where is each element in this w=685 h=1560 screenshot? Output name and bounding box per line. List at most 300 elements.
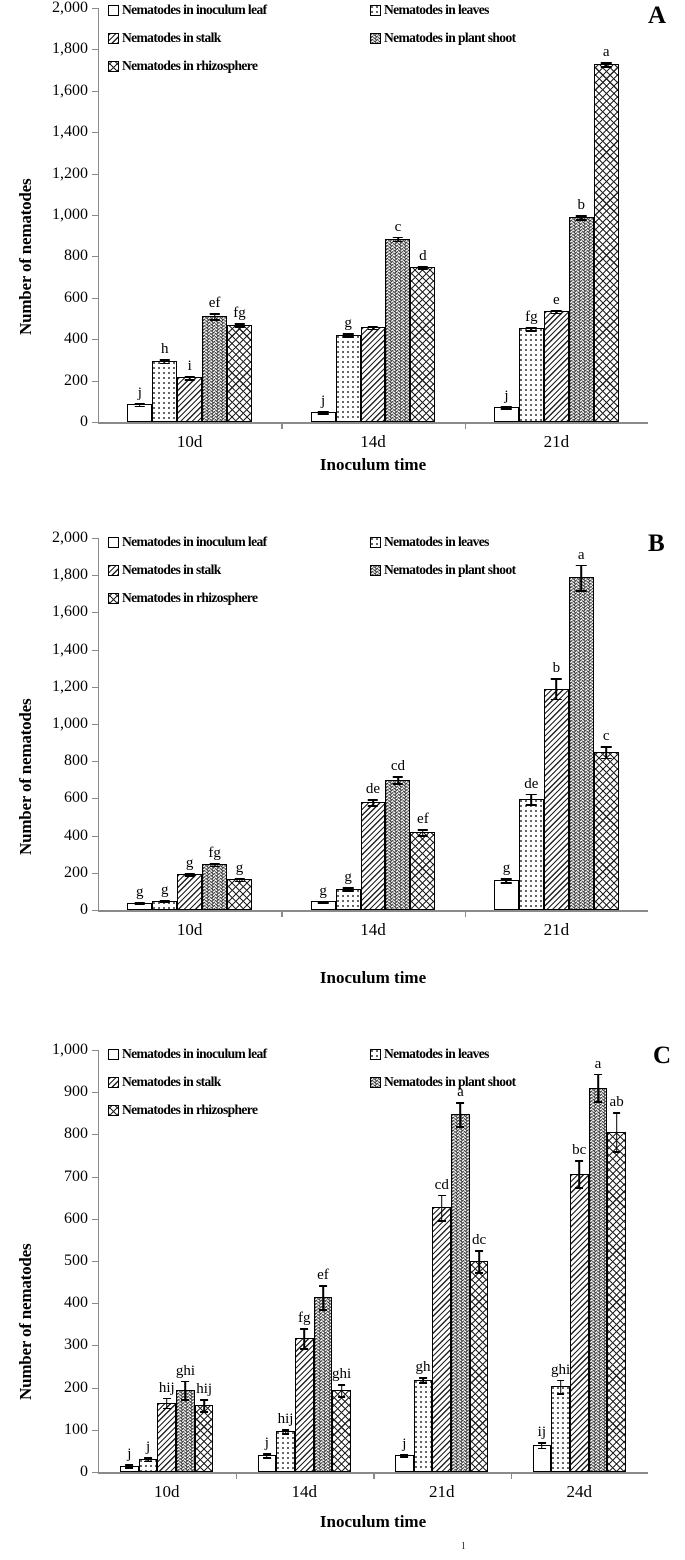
y-tick-label: 1,200 bbox=[52, 677, 88, 695]
x-tick-label-21d: 21d bbox=[543, 432, 570, 451]
error-bar-cap bbox=[234, 323, 244, 325]
significance-letter: j bbox=[127, 1445, 132, 1462]
y-tick-label: 1,200 bbox=[52, 164, 88, 182]
significance-letter: g bbox=[502, 860, 511, 877]
legend-item bbox=[370, 2, 489, 18]
y-tick-mark bbox=[92, 836, 98, 837]
y-tick-label: 400 bbox=[64, 826, 88, 844]
x-tick-label-10d: 10d bbox=[154, 1482, 180, 1501]
significance-letter: g bbox=[344, 869, 352, 886]
error-bar-cap bbox=[159, 902, 169, 904]
error-bar-cap bbox=[538, 1442, 546, 1444]
y-tick-mark bbox=[92, 650, 98, 651]
error-bar-cap bbox=[184, 875, 194, 877]
error-bar-cap bbox=[200, 1411, 208, 1413]
significance-letter: hij bbox=[158, 1379, 175, 1396]
bar-wave bbox=[451, 1114, 470, 1472]
legend-item bbox=[108, 58, 257, 74]
error-bar-cap bbox=[551, 310, 561, 312]
error-bar-cap bbox=[601, 62, 611, 64]
error-bar-cap bbox=[393, 783, 403, 785]
error-bar-cap bbox=[576, 219, 586, 221]
error-bar-cap bbox=[300, 1348, 308, 1350]
x-tick-label-14d: 14d bbox=[360, 920, 386, 939]
y-tick-label: 700 bbox=[64, 1167, 88, 1185]
legend-label: Nematodes in plant shoot bbox=[384, 1074, 516, 1089]
error-bar-cap bbox=[475, 1250, 483, 1252]
significance-letter: i bbox=[187, 358, 192, 375]
y-tick-mark bbox=[92, 761, 98, 762]
significance-letter: ghi bbox=[332, 1366, 352, 1383]
error-bar-cap bbox=[125, 1464, 133, 1466]
y-tick-label: 400 bbox=[64, 1294, 88, 1312]
legend-item bbox=[108, 1074, 221, 1090]
error-bar-cap bbox=[613, 1112, 621, 1114]
error-bar-cap bbox=[184, 379, 194, 381]
significance-letter: j bbox=[321, 393, 326, 410]
y-tick-label: 600 bbox=[64, 288, 88, 306]
y-tick-mark bbox=[92, 422, 98, 423]
bar-cross bbox=[607, 1132, 626, 1472]
x-tick-label-21d: 21d bbox=[543, 920, 570, 939]
error-bar-cap bbox=[393, 776, 403, 778]
y-tick-label: 500 bbox=[64, 1252, 88, 1269]
y-tick-mark bbox=[92, 575, 98, 576]
legend-swatch-diag bbox=[108, 565, 119, 576]
y-axis-title: Number of nematodes bbox=[16, 1243, 35, 1400]
bar-diag bbox=[361, 802, 386, 910]
error-bar-cap bbox=[419, 1377, 427, 1379]
significance-letter: gh bbox=[415, 1359, 431, 1376]
error-bar-cap bbox=[343, 336, 353, 338]
x-tick-label-10d: 10d bbox=[176, 920, 203, 939]
legend-item bbox=[108, 2, 267, 18]
significance-letter: ab bbox=[609, 1094, 624, 1111]
bar-diag bbox=[544, 689, 569, 910]
error-bar-cap bbox=[263, 1453, 271, 1455]
y-axis-line bbox=[98, 538, 100, 910]
error-bar-cap bbox=[182, 1399, 190, 1401]
bar-cross bbox=[227, 325, 252, 422]
y-tick-mark bbox=[92, 1261, 98, 1262]
bar-cross bbox=[227, 879, 252, 910]
panel-letter-B: B bbox=[648, 530, 665, 557]
significance-letter: fg bbox=[233, 305, 246, 322]
error-bar-cap bbox=[594, 1074, 602, 1076]
x-axis-baseline bbox=[98, 910, 648, 912]
x-group-separator bbox=[281, 422, 283, 429]
legend-item bbox=[370, 562, 516, 578]
error-bar-cap bbox=[601, 66, 611, 68]
y-tick-label: 400 bbox=[64, 330, 88, 348]
error-bar-cap bbox=[159, 363, 169, 365]
error-bar-cap bbox=[551, 678, 561, 680]
error-bar-cap bbox=[144, 1461, 152, 1463]
significance-letter: fg bbox=[208, 844, 221, 861]
error-bar-cap bbox=[368, 805, 378, 807]
y-tick-label: 1,000 bbox=[52, 715, 88, 732]
error-bar-cap bbox=[526, 327, 536, 329]
y-tick-label: 2,000 bbox=[52, 0, 88, 16]
error-bar-cap bbox=[400, 1456, 408, 1458]
significance-letter: g bbox=[344, 315, 352, 332]
significance-letter: b bbox=[577, 197, 586, 214]
legend-label: Nematodes in leaves bbox=[384, 534, 489, 549]
y-tick-label: 200 bbox=[64, 1378, 88, 1396]
legend-label: Nematodes in stalk bbox=[122, 30, 221, 45]
error-bar-cap bbox=[438, 1220, 446, 1222]
error-bar-cap bbox=[144, 1457, 152, 1459]
error-bar-cap bbox=[501, 406, 511, 408]
error-bar-cap bbox=[343, 333, 353, 335]
bar-diag bbox=[544, 311, 569, 422]
y-tick-label: 800 bbox=[64, 247, 88, 265]
error-bar bbox=[303, 1328, 305, 1348]
significance-letter: a bbox=[602, 44, 610, 61]
error-bar-cap bbox=[368, 799, 378, 801]
legend-item bbox=[108, 562, 221, 578]
bar-cross bbox=[410, 267, 435, 422]
y-tick-mark bbox=[92, 687, 98, 688]
y-tick-mark bbox=[92, 49, 98, 50]
y-tick-label: 600 bbox=[64, 1209, 88, 1227]
y-tick-label: 200 bbox=[64, 863, 88, 881]
significance-letter: j bbox=[264, 1435, 269, 1451]
y-tick-label: 0 bbox=[80, 1463, 88, 1480]
error-bar-cap bbox=[526, 794, 536, 796]
legend-swatch-empty bbox=[108, 5, 119, 16]
y-tick-mark bbox=[92, 339, 98, 340]
significance-letter: a bbox=[594, 1055, 602, 1072]
error-bar-cap bbox=[526, 804, 536, 806]
legend-swatch-wave bbox=[370, 565, 381, 576]
significance-letter: h bbox=[160, 341, 169, 358]
y-tick-mark bbox=[92, 1388, 98, 1389]
error-bar-cap bbox=[601, 746, 611, 748]
y-tick-label: 900 bbox=[64, 1083, 88, 1101]
error-bar bbox=[203, 1399, 205, 1411]
bar-cross bbox=[594, 64, 619, 422]
bar-cross bbox=[195, 1405, 214, 1472]
error-bar bbox=[578, 1160, 580, 1187]
error-bar-cap bbox=[457, 1102, 465, 1104]
legend-swatch-dots bbox=[370, 1049, 381, 1060]
error-bar-cap bbox=[601, 758, 611, 760]
bar-wave bbox=[569, 577, 594, 910]
y-tick-label: 2,000 bbox=[52, 529, 88, 546]
y-tick-label: 0 bbox=[80, 413, 88, 430]
error-bar bbox=[580, 565, 582, 590]
bar-diag bbox=[177, 874, 202, 910]
panel-letter-A: A bbox=[648, 2, 667, 29]
bar-diag bbox=[361, 327, 386, 422]
error-bar-cap bbox=[575, 1187, 583, 1189]
y-tick-label: 1,800 bbox=[52, 566, 88, 584]
significance-letter: de bbox=[365, 781, 381, 798]
error-bar-cap bbox=[182, 1381, 190, 1383]
x-group-separator bbox=[511, 1472, 513, 1479]
significance-letter: fg bbox=[525, 308, 538, 325]
legend-label: Nematodes in rhizosphere bbox=[122, 58, 258, 73]
y-tick-label: 800 bbox=[64, 752, 88, 770]
error-bar-cap bbox=[576, 215, 586, 217]
legend-label: Nematodes in rhizosphere bbox=[122, 590, 258, 605]
bar-wave bbox=[176, 1390, 195, 1472]
bar-dots bbox=[336, 889, 361, 910]
error-bar-cap bbox=[613, 1151, 621, 1153]
error-bar-cap bbox=[163, 1398, 171, 1400]
error-bar-cap bbox=[576, 565, 586, 567]
significance-letter: dc bbox=[472, 1232, 487, 1249]
error-bar-cap bbox=[318, 902, 328, 904]
x-axis-title: Inoculum time bbox=[319, 1512, 427, 1531]
bar-empty bbox=[494, 880, 519, 910]
error-bar-cap bbox=[457, 1126, 465, 1128]
error-bar-cap bbox=[526, 330, 536, 332]
significance-letter: d bbox=[419, 247, 427, 264]
error-bar-cap bbox=[319, 1309, 327, 1311]
legend-label: Nematodes in inoculum leaf bbox=[122, 2, 267, 17]
legend-item bbox=[108, 590, 257, 606]
error-bar-cap bbox=[163, 1408, 171, 1410]
legend-item bbox=[370, 1074, 516, 1090]
x-group-separator bbox=[236, 1472, 238, 1479]
legend-swatch-cross bbox=[108, 61, 119, 72]
error-bar-cap bbox=[135, 406, 145, 408]
x-tick-label-10d: 10d bbox=[176, 432, 203, 451]
error-bar bbox=[556, 678, 558, 698]
y-tick-mark bbox=[92, 612, 98, 613]
stray-artifact-mark: l bbox=[462, 1540, 466, 1552]
bar-dots bbox=[551, 1386, 570, 1472]
y-tick-label: 1,800 bbox=[52, 40, 88, 58]
significance-letter: ghi bbox=[175, 1362, 196, 1379]
significance-letter: hij bbox=[277, 1410, 294, 1427]
error-bar-cap bbox=[200, 1399, 208, 1401]
x-group-separator bbox=[465, 422, 467, 429]
error-bar bbox=[341, 1384, 343, 1396]
y-tick-label: 1,600 bbox=[52, 603, 88, 621]
legend-swatch-diag bbox=[108, 1077, 119, 1088]
error-bar bbox=[322, 1285, 324, 1309]
error-bar-cap bbox=[318, 413, 328, 415]
error-bar-cap bbox=[184, 376, 194, 378]
bar-wave bbox=[314, 1297, 333, 1472]
legend-item bbox=[370, 1046, 489, 1062]
bar-wave bbox=[202, 864, 227, 910]
significance-letter: ij bbox=[537, 1424, 547, 1441]
error-bar-cap bbox=[343, 890, 353, 892]
y-tick-mark bbox=[92, 1219, 98, 1220]
significance-letter: fg bbox=[298, 1310, 311, 1327]
error-bar-cap bbox=[209, 863, 219, 865]
bar-dots bbox=[519, 328, 544, 422]
bar-dots bbox=[152, 361, 177, 422]
y-tick-mark bbox=[92, 91, 98, 92]
y-tick-mark bbox=[92, 132, 98, 133]
y-tick-label: 300 bbox=[64, 1336, 88, 1354]
error-bar-cap bbox=[209, 319, 219, 321]
error-bar bbox=[185, 1381, 187, 1400]
y-tick-label: 600 bbox=[64, 789, 88, 807]
error-bar-cap bbox=[282, 1433, 290, 1435]
error-bar-cap bbox=[159, 359, 169, 361]
bar-dots bbox=[336, 335, 361, 422]
significance-letter: ef bbox=[317, 1267, 329, 1284]
legend-swatch-wave bbox=[370, 1077, 381, 1088]
error-bar-cap bbox=[184, 873, 194, 875]
legend-item bbox=[370, 534, 489, 550]
y-tick-mark bbox=[92, 1472, 98, 1473]
legend-swatch-wave bbox=[370, 33, 381, 44]
bar-dots bbox=[519, 799, 544, 910]
significance-letter: e bbox=[552, 291, 560, 308]
x-group-separator bbox=[281, 910, 283, 917]
bar-wave bbox=[569, 217, 594, 422]
bar-wave bbox=[202, 316, 227, 422]
y-tick-mark bbox=[92, 1050, 98, 1051]
error-bar-cap bbox=[282, 1429, 290, 1431]
legend-swatch-dots bbox=[370, 5, 381, 16]
error-bar-cap bbox=[125, 1467, 133, 1469]
bar-diag bbox=[432, 1207, 451, 1472]
y-tick-mark bbox=[92, 1092, 98, 1093]
error-bar-cap bbox=[418, 835, 428, 837]
bar-dots bbox=[276, 1431, 295, 1472]
bar-wave bbox=[589, 1088, 608, 1472]
error-bar-cap bbox=[234, 878, 244, 880]
y-axis-line bbox=[98, 1050, 100, 1472]
significance-letter: a bbox=[457, 1084, 464, 1101]
error-bar-cap bbox=[594, 1101, 602, 1103]
error-bar bbox=[441, 1195, 443, 1220]
y-axis-line bbox=[98, 8, 100, 422]
y-tick-label: 1,000 bbox=[52, 206, 88, 223]
legend-label: Nematodes in plant shoot bbox=[384, 562, 516, 577]
y-tick-label: 1,000 bbox=[52, 1041, 88, 1058]
error-bar-cap bbox=[234, 881, 244, 883]
significance-letter: j bbox=[504, 387, 509, 404]
x-axis-baseline bbox=[98, 422, 648, 424]
legend-label: Nematodes in leaves bbox=[384, 1046, 489, 1061]
error-bar-cap bbox=[475, 1272, 483, 1274]
error-bar-cap bbox=[501, 408, 511, 410]
significance-letter: a bbox=[577, 546, 585, 563]
x-group-separator bbox=[465, 910, 467, 917]
error-bar-cap bbox=[400, 1454, 408, 1456]
bar-diag bbox=[157, 1403, 176, 1472]
legend-label: Nematodes in leaves bbox=[384, 2, 489, 17]
y-tick-label: 0 bbox=[80, 901, 88, 918]
x-tick-label-21d: 21d bbox=[429, 1482, 455, 1501]
significance-letter: g bbox=[160, 881, 169, 898]
x-group-separator bbox=[373, 1472, 375, 1479]
panel-letter-C: C bbox=[653, 1042, 672, 1069]
x-axis-title: Inoculum time bbox=[319, 968, 427, 987]
y-tick-mark bbox=[92, 873, 98, 874]
significance-letter: g bbox=[235, 860, 244, 876]
bar-diag bbox=[177, 377, 202, 422]
error-bar-cap bbox=[368, 329, 378, 331]
significance-letter: hij bbox=[196, 1381, 213, 1398]
significance-letter: cd bbox=[434, 1176, 449, 1193]
error-bar bbox=[616, 1112, 618, 1151]
significance-letter: c bbox=[602, 728, 610, 745]
legend-item bbox=[108, 30, 221, 46]
error-bar-cap bbox=[418, 266, 428, 268]
significance-letter: ghi bbox=[550, 1361, 571, 1378]
y-tick-mark bbox=[92, 174, 98, 175]
x-tick-label-24d: 24d bbox=[566, 1482, 592, 1501]
significance-letter: ef bbox=[417, 811, 429, 828]
legend-swatch-cross bbox=[108, 593, 119, 604]
significance-letter: bc bbox=[572, 1142, 587, 1159]
legend-label: Nematodes in rhizosphere bbox=[122, 1102, 258, 1117]
legend-swatch-empty bbox=[108, 1049, 119, 1060]
error-bar-cap bbox=[393, 241, 403, 243]
y-tick-label: 200 bbox=[64, 371, 88, 389]
error-bar-cap bbox=[300, 1328, 308, 1330]
error-bar-cap bbox=[418, 829, 428, 831]
y-tick-mark bbox=[92, 256, 98, 257]
error-bar-cap bbox=[135, 403, 145, 405]
y-tick-mark bbox=[92, 1430, 98, 1431]
error-bar-cap bbox=[418, 268, 428, 270]
error-bar-cap bbox=[419, 1382, 427, 1384]
significance-letter: g bbox=[136, 883, 144, 900]
y-tick-mark bbox=[92, 1134, 98, 1135]
y-tick-mark bbox=[92, 215, 98, 216]
significance-letter: de bbox=[524, 775, 539, 792]
error-bar-cap bbox=[368, 326, 378, 328]
y-tick-label: 100 bbox=[64, 1420, 88, 1438]
error-bar-cap bbox=[263, 1457, 271, 1459]
bar-wave bbox=[385, 780, 410, 910]
error-bar-cap bbox=[209, 866, 219, 868]
y-axis-title: Number of nematodes bbox=[16, 178, 35, 335]
error-bar-cap bbox=[234, 326, 244, 328]
legend-label: Nematodes in inoculum leaf bbox=[122, 1046, 267, 1061]
error-bar-cap bbox=[343, 887, 353, 889]
legend-label: Nematodes in inoculum leaf bbox=[122, 534, 267, 549]
error-bar bbox=[560, 1380, 562, 1394]
bar-cross bbox=[332, 1390, 351, 1472]
legend-swatch-cross bbox=[108, 1105, 119, 1116]
bar-cross bbox=[594, 752, 619, 910]
legend-swatch-empty bbox=[108, 537, 119, 548]
error-bar-cap bbox=[557, 1380, 565, 1382]
significance-letter: j bbox=[402, 1435, 407, 1452]
y-tick-mark bbox=[92, 1177, 98, 1178]
y-tick-mark bbox=[92, 724, 98, 725]
y-tick-mark bbox=[92, 910, 98, 911]
error-bar-cap bbox=[551, 313, 561, 315]
significance-letter: cd bbox=[390, 758, 406, 775]
significance-letter: j bbox=[145, 1439, 151, 1456]
legend-swatch-diag bbox=[108, 33, 119, 44]
legend-swatch-dots bbox=[370, 537, 381, 548]
bar-dots bbox=[414, 1380, 433, 1472]
error-bar-cap bbox=[393, 237, 403, 239]
error-bar-cap bbox=[209, 313, 219, 315]
legend-item bbox=[108, 1046, 267, 1062]
bar-cross bbox=[410, 832, 435, 910]
legend-label: Nematodes in plant shoot bbox=[384, 30, 516, 45]
error-bar-cap bbox=[576, 590, 586, 592]
y-tick-label: 1,600 bbox=[52, 81, 88, 99]
y-tick-mark bbox=[92, 798, 98, 799]
y-axis-title: Number of nematodes bbox=[16, 698, 35, 855]
